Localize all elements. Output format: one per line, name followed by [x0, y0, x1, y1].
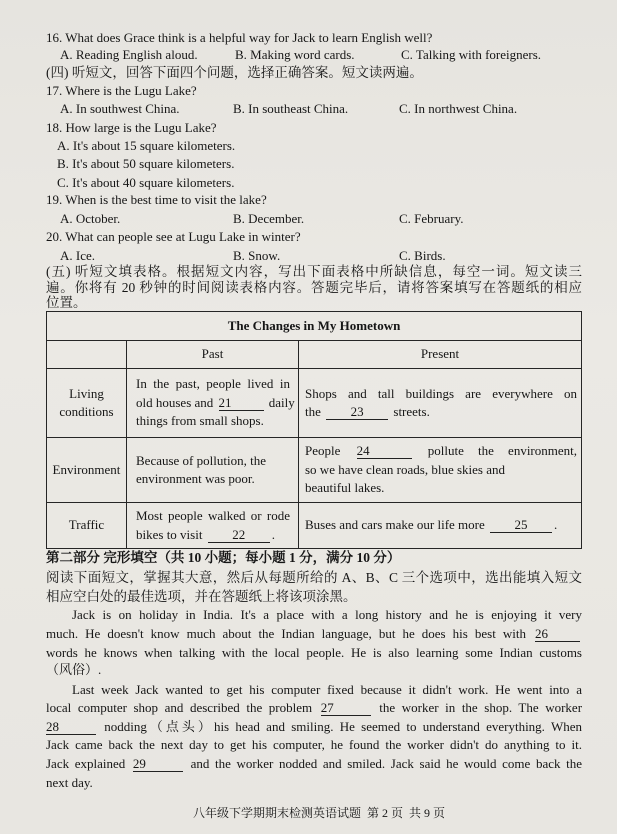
row-label-line: Environment: [52, 461, 121, 477]
option-c: C. Talking with foreigners.: [401, 47, 542, 62]
cell-text: bikes to visit: [136, 526, 203, 542]
header-present: Present: [299, 341, 582, 369]
question-20-options: [0, 247, 617, 265]
blank-21: 21: [219, 396, 264, 411]
header-empty-cell: [47, 341, 127, 369]
passage-line: [46, 718, 582, 736]
question-18-option-b: B. It's about 50 square kilometers.: [57, 156, 235, 171]
row-label-environment: [47, 438, 127, 503]
blank-27: 27: [321, 701, 371, 716]
blank-23: 23: [326, 405, 388, 420]
option-c: C. Birds.: [399, 248, 446, 263]
passage-line: [46, 625, 582, 643]
question-18-option-c: C. It's about 40 square kilometers.: [57, 175, 235, 190]
question-18-option-a: A. It's about 15 square kilometers.: [57, 138, 236, 153]
passage-text: Jack explained: [46, 756, 126, 771]
cloze-instruction-line-1: 阅读下面短文，掌握其大意，然后从每题所给的 A、B、C 三个选项中，选出能填入短文: [46, 570, 582, 585]
table-row: [47, 369, 582, 438]
passage-text: much. He doesn't know much about the Indian language, but he does his best with: [46, 626, 526, 641]
cell-line: [136, 394, 295, 413]
passage-line: words he knows when talking with the local people. He is also learning some Indian customs: [46, 645, 582, 660]
blank-25: 25: [490, 518, 552, 533]
section-4-instruction: (四) 听短文，回答下面四个问题，选择正确答案。短文读两遍。: [46, 65, 423, 80]
question-20-stem: 20. What can people see at Lugu Lake in winter?: [46, 229, 301, 244]
cell-line: [136, 526, 290, 545]
passage-line: [46, 755, 582, 773]
table-row: [47, 503, 582, 549]
present-cell: [299, 438, 582, 503]
option-a: A. Ice.: [60, 248, 96, 263]
passage-line: Jack is on holiday in India. It's a place with a long history and he is enjoying it very: [72, 607, 582, 622]
question-17-options: [0, 100, 617, 118]
page-footer: 八年级下学期期末检测英语试题 第 2 页 共 9 页: [193, 806, 446, 820]
table-row: [47, 438, 582, 503]
cell-line: environment was poor.: [136, 471, 255, 486]
cell-text: daily: [268, 394, 295, 410]
section-5-instruction-line-1: (五) 听短文填表格。根据短文内容，写出下面表格中所缺信息，每空一词。短文读三: [46, 264, 582, 279]
passage-line: next day.: [46, 775, 93, 790]
cell-line: beautiful lakes.: [305, 480, 385, 496]
cell-text: .: [271, 526, 275, 542]
cell-line: things from small shops.: [136, 413, 264, 429]
option-c: C. February.: [399, 211, 464, 226]
cell-text: People: [305, 443, 341, 459]
passage-text: the worker in the shop. The worker: [379, 700, 583, 715]
question-18-stem: 18. How large is the Lugu Lake?: [46, 120, 217, 135]
cloze-instruction-line-2: 相应空白处的最佳选项，并在答题纸上将该项涂黑。: [46, 589, 357, 604]
past-cell: [127, 369, 299, 438]
row-label-line: Living: [69, 385, 104, 401]
passage-line: Last week Jack wanted to get his computer fixed because it didn't work. He went into a: [72, 682, 582, 697]
present-cell: [299, 503, 582, 549]
blank-22: 22: [208, 528, 270, 543]
option-b: B. Snow.: [233, 248, 281, 263]
past-cell: [127, 438, 299, 503]
cloze-heading: 第二部分 完形填空（共 10 小题；每小题 1 分，满分 10 分）: [46, 550, 401, 565]
question-16-options: [0, 46, 617, 64]
option-b: B. In southeast China.: [233, 101, 349, 116]
section-5-instruction-line-3: 位置。: [46, 295, 87, 310]
option-c: C. In northwest China.: [399, 101, 518, 116]
row-label-living-conditions: [47, 369, 127, 438]
passage-text: nodding（点头）his head and smiling. He seemed to understand everything. When: [104, 719, 582, 734]
cell-line: Most people walked or rode: [136, 508, 290, 523]
blank-24: 24: [357, 444, 412, 459]
question-19-options: [0, 210, 617, 228]
option-a: A. In southwest China.: [60, 101, 180, 116]
cell-line: so we have clean roads, blue skies and: [305, 461, 505, 477]
cell-text: .: [554, 517, 558, 533]
cell-line: Shops and tall buildings are everywhere on: [305, 385, 577, 401]
section-5-instruction-line-2: 遍。你将有 20 秒钟的时间阅读表格内容。答题完毕后，请将答案填写在答题纸的相应: [46, 280, 582, 295]
cell-line: [305, 442, 577, 461]
row-label-traffic: [47, 503, 127, 549]
question-19-stem: 19. When is the best time to visit the lake?: [46, 192, 267, 207]
cell-text: pollute the environment,: [427, 443, 578, 459]
cell-line: [305, 403, 577, 422]
cell-line: Because of pollution, the: [136, 452, 266, 468]
passage-text: local computer shop and described the problem: [46, 700, 313, 715]
passage-line: [46, 699, 582, 717]
option-b: B. December.: [233, 211, 305, 226]
option-a: A. October.: [60, 211, 121, 226]
row-label-line: conditions: [59, 404, 114, 419]
option-a: A. Reading English aloud.: [60, 47, 198, 62]
cell-line: In the past, people lived in: [136, 376, 290, 392]
cell-text: old houses and: [136, 394, 214, 410]
hometown-changes-table: [46, 311, 582, 549]
cell-text: Buses and cars make our life more: [305, 517, 485, 533]
passage-line: Jack came back the next day to get his computer, he found the worker didn't do anything to it.: [46, 737, 582, 752]
table-title: The Changes in My Hometown: [47, 312, 582, 341]
row-label-line: Traffic: [68, 517, 105, 533]
blank-29: 29: [133, 757, 183, 772]
option-b: B. Making word cards.: [235, 47, 355, 62]
header-past: Past: [127, 341, 299, 369]
cell-text: the: [305, 404, 321, 419]
blank-28: 28: [46, 720, 96, 735]
question-16-stem: 16. What does Grace think is a helpful way for Jack to learn English well?: [46, 30, 433, 45]
question-17-stem: 17. Where is the Lugu Lake?: [46, 83, 197, 98]
past-cell: [127, 503, 299, 549]
present-cell: [299, 369, 582, 438]
cell-line: [305, 516, 577, 535]
passage-line: （风俗）.: [46, 662, 102, 677]
cell-text: streets.: [393, 404, 430, 419]
blank-26: 26: [535, 627, 580, 642]
passage-text: and the worker nodded and smiled. Jack said he would come back the: [190, 756, 583, 771]
